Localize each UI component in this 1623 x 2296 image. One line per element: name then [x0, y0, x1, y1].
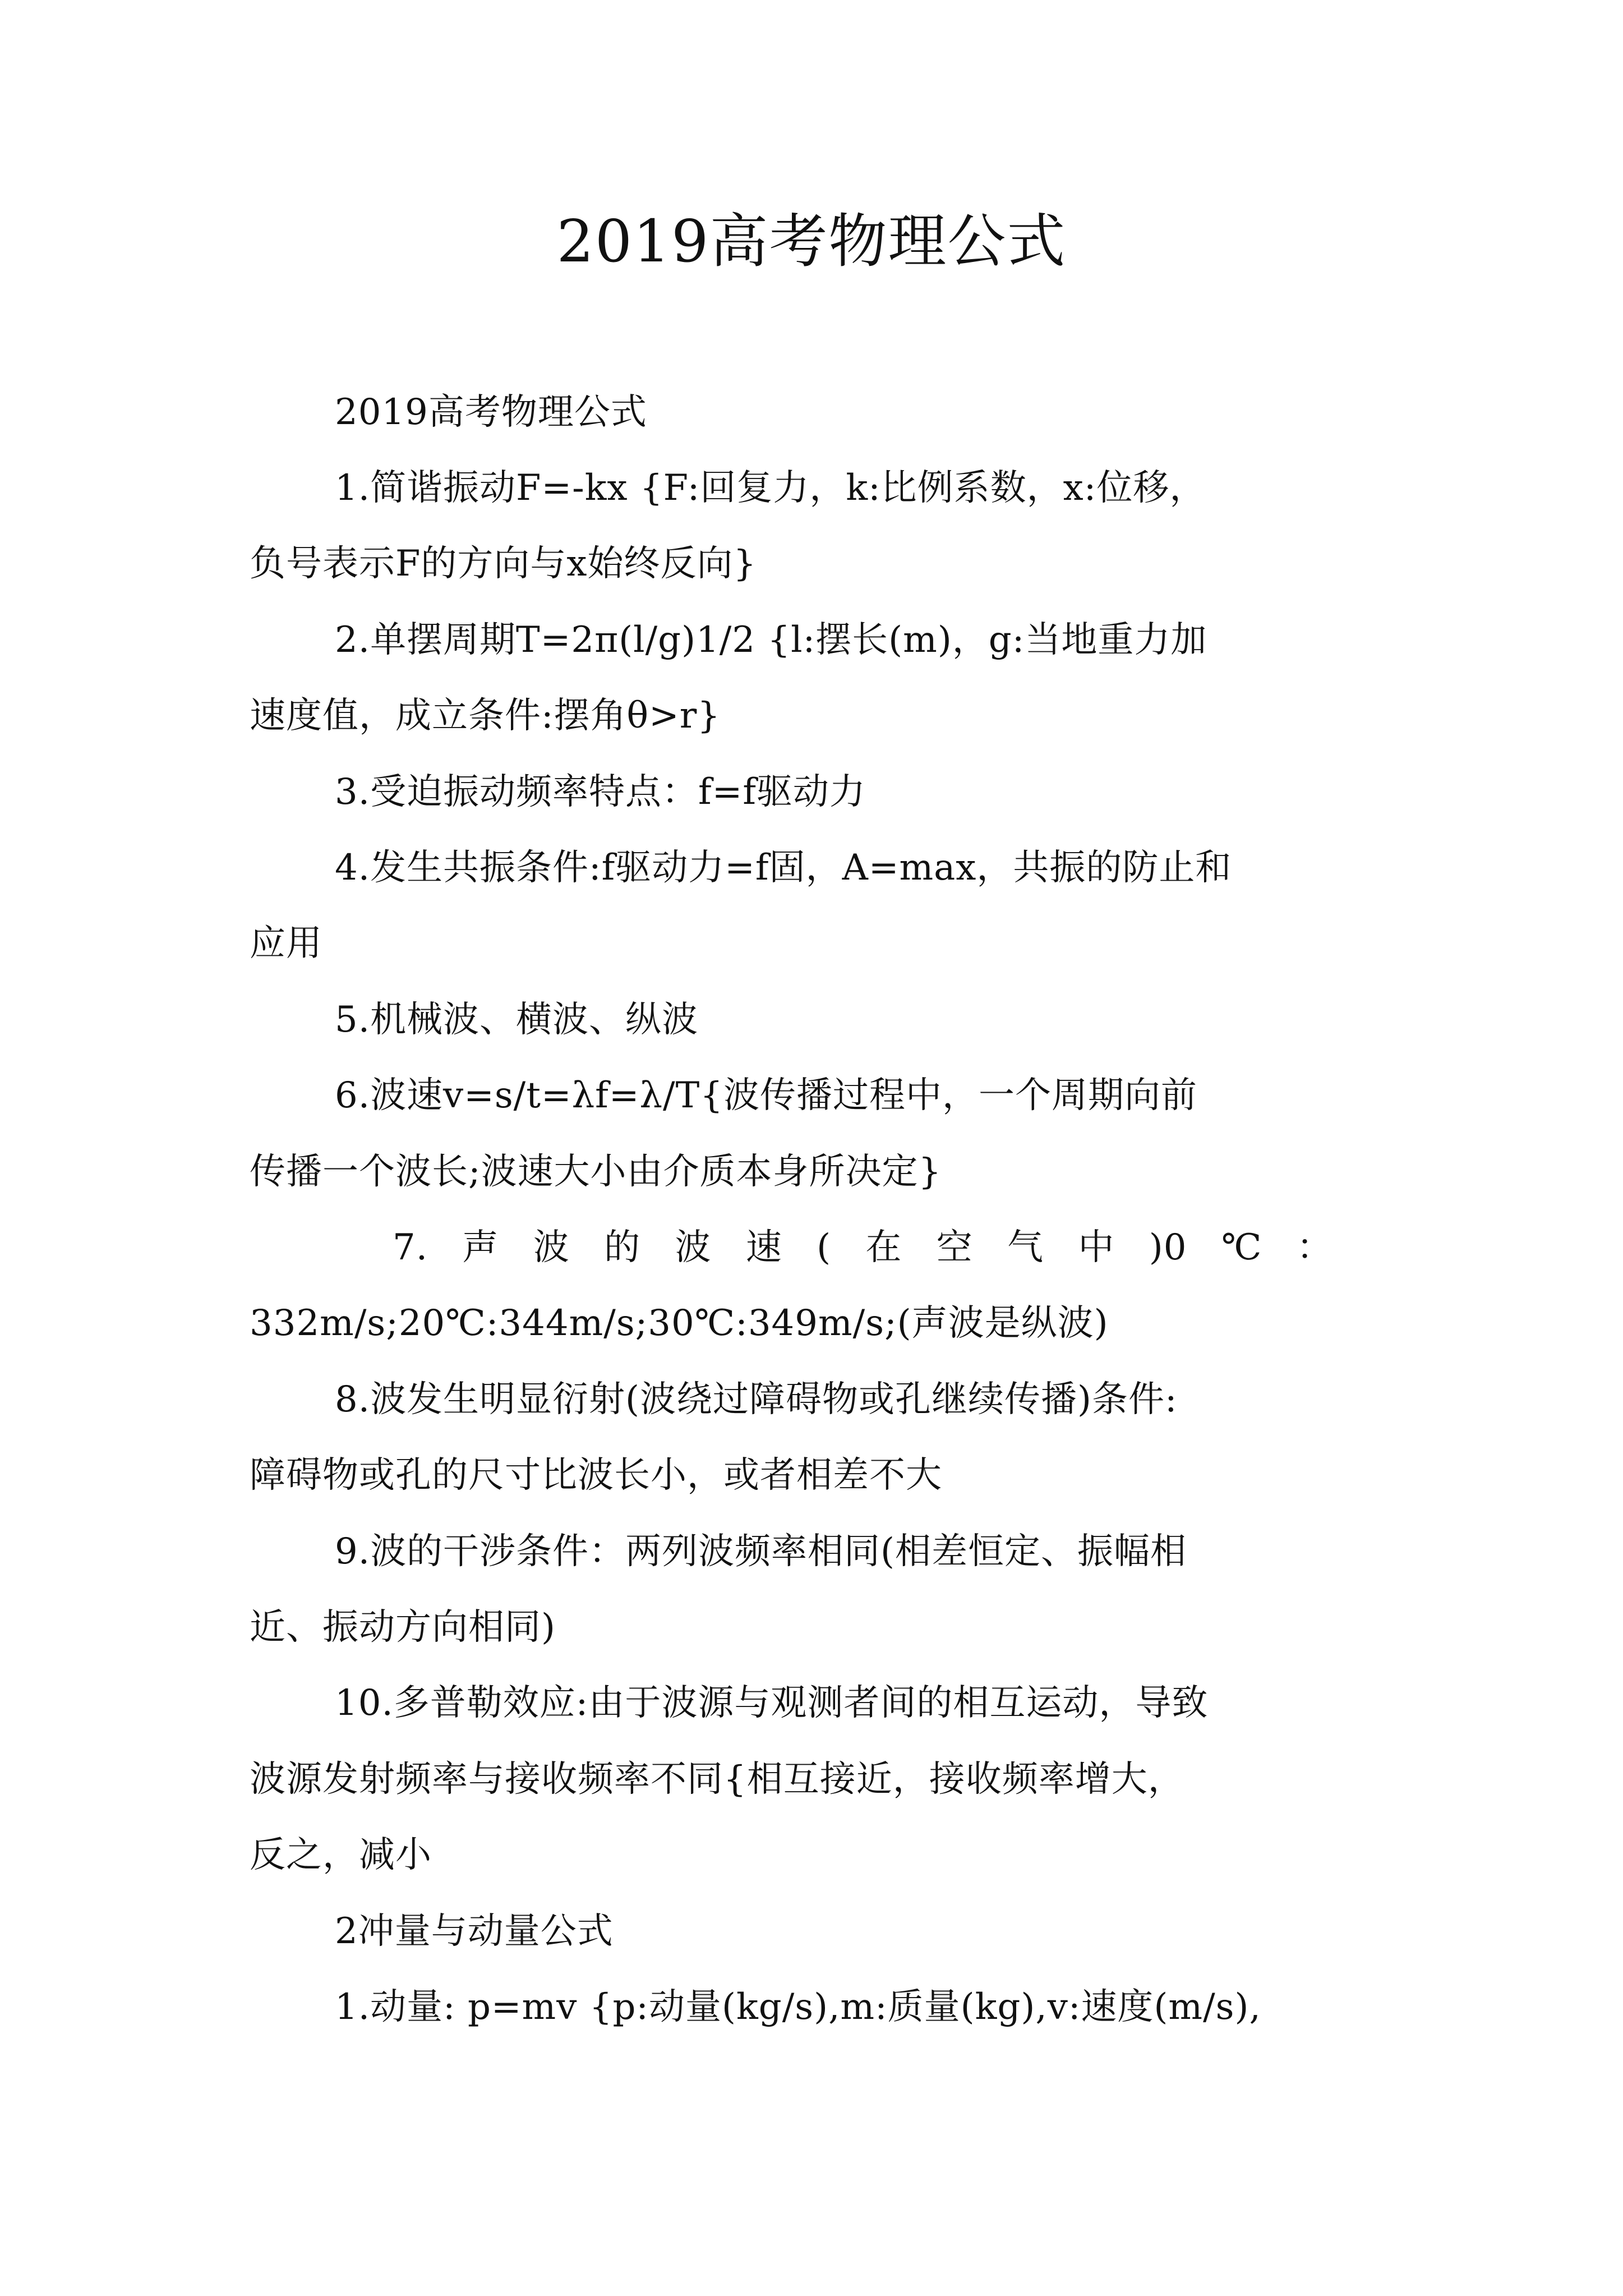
paragraph-line: 1.动量: p=mv {p:动量(kg/s),m:质量(kg),v:速度(m/s), — [335, 1986, 1261, 2028]
paragraph-line: 负号表示F的方向与x始终反向} — [250, 543, 757, 585]
section-heading: 2019高考物理公式 — [335, 392, 647, 433]
paragraph-line: 应用 — [250, 923, 322, 964]
paragraph-line-justified: 7. 声 波 的 波 速 ( 在 空 气 中 )0 ℃ ： — [393, 1227, 1333, 1268]
paragraph-line: 4.发生共振条件:f驱动力=f固，A=max，共振的防止和 — [335, 847, 1232, 889]
paragraph-line: 3.受迫振动频率特点：f=f驱动力 — [335, 771, 866, 813]
paragraph-line: 8.波发生明显衍射(波绕过障碍物或孔继续传播)条件: — [335, 1379, 1178, 1420]
paragraph-line: 近、振动方向相同) — [250, 1607, 556, 1648]
paragraph-line: 1.简谐振动F=-kx {F:回复力，k:比例系数，x:位移， — [335, 467, 1206, 509]
paragraph-line: 传播一个波长;波速大小由介质本身所决定} — [250, 1151, 942, 1193]
paragraph-line: 9.波的干涉条件：两列波频率相同(相差恒定、振幅相 — [335, 1531, 1187, 1572]
paragraph-line: 反之，减小 — [250, 1834, 432, 1876]
paragraph-line: 障碍物或孔的尺寸比波长小，或者相差不大 — [250, 1455, 942, 1496]
paragraph-line: 6.波速v=s/t=λf=λ/T{波传播过程中，一个周期向前 — [335, 1075, 1197, 1116]
section-heading: 2冲量与动量公式 — [335, 1911, 614, 1952]
paragraph-line: 速度值，成立条件:摆角θ>r} — [250, 695, 721, 737]
paragraph-line: 波源发射频率与接收频率不同{相互接近，接收频率增大， — [250, 1759, 1184, 1800]
document-title: 2019高考物理公式 — [556, 207, 1067, 275]
paragraph-line: 10.多普勒效应:由于波源与观测者间的相互运动，导致 — [335, 1682, 1209, 1724]
paragraph-line: 332m/s;20℃:344m/s;30℃:349m/s;(声波是纵波) — [250, 1303, 1109, 1344]
paragraph-line: 2.单摆周期T=2π(l/g)1/2 {l:摆长(m)，g:当地重力加 — [335, 619, 1207, 661]
paragraph-line: 5.机械波、横波、纵波 — [335, 999, 699, 1041]
